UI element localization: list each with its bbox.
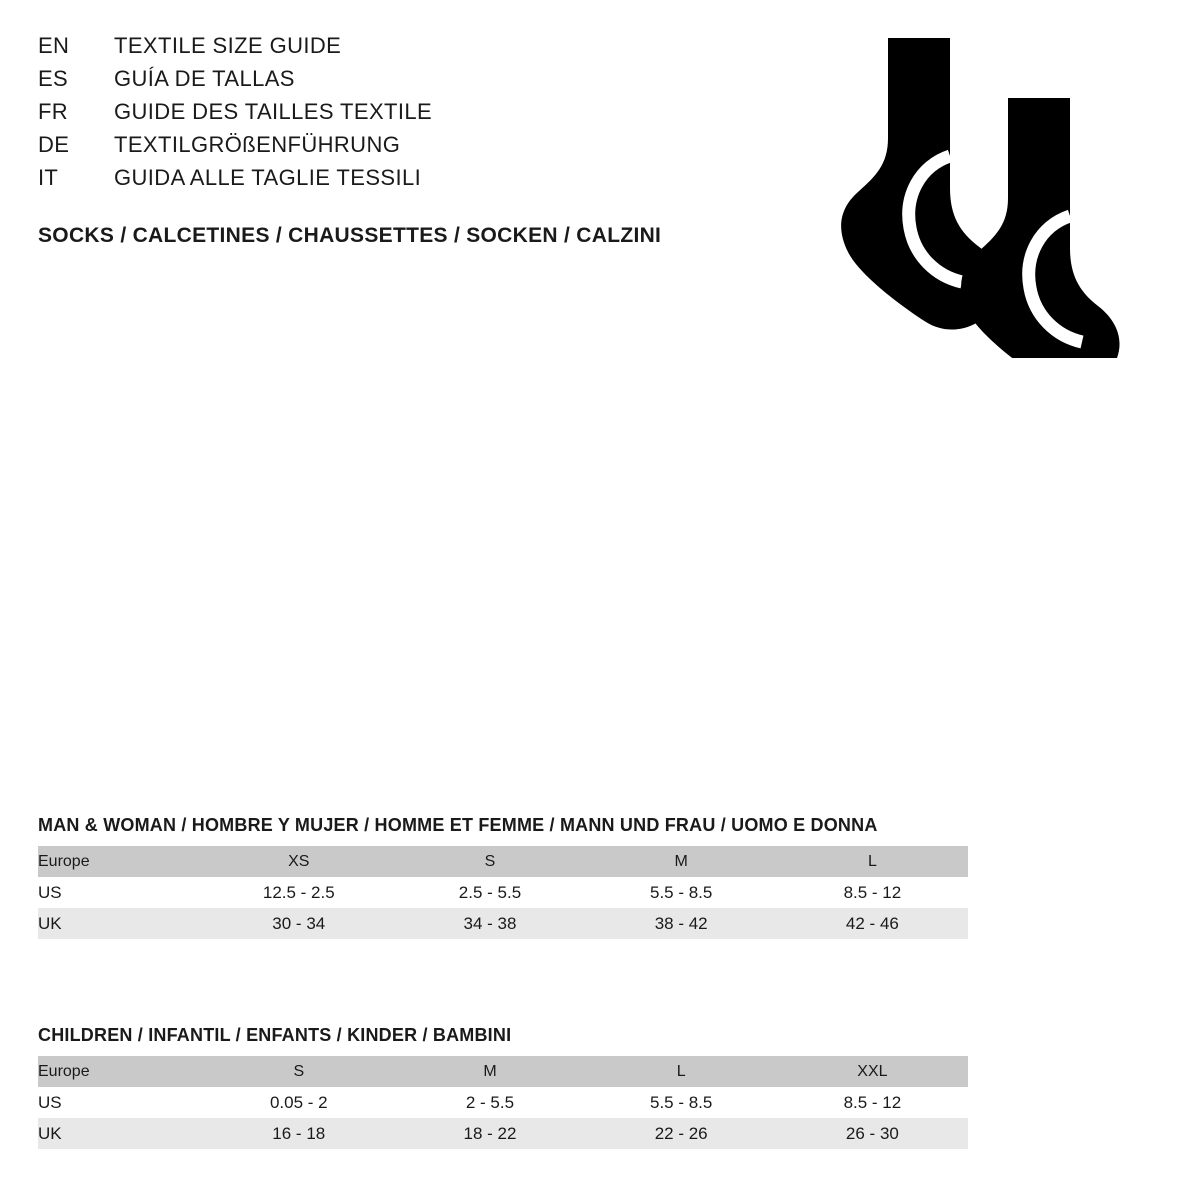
table-row [38,1087,968,1118]
cell-value: XS [203,846,394,877]
row-label: Europe [38,1056,203,1087]
cell-value: 26 - 30 [777,1118,968,1149]
row-label: UK [38,1118,203,1149]
table-row [38,846,968,877]
cell-value: 42 - 46 [777,908,968,939]
language-row [38,165,798,197]
language-code: DE [38,132,70,157]
cell-value: L [586,1056,777,1087]
language-label: GUIDE DES TAILLES TEXTILE [114,99,433,124]
language-code: FR [38,99,68,124]
children-section-title: CHILDREN / INFANTIL / ENFANTS / KINDER / BAMBINI [38,1025,512,1045]
cell-value: L [777,846,968,877]
cell-value: 22 - 26 [586,1118,777,1149]
cell-value: 8.5 - 12 [777,877,968,908]
adult-size-table [38,846,968,939]
language-label: GUÍA DE TALLAS [114,66,295,91]
table-row [38,877,968,908]
cell-value: 2.5 - 5.5 [394,877,585,908]
cell-value: M [394,1056,585,1087]
language-code: ES [38,66,68,91]
language-code: EN [38,33,70,58]
cell-value: 5.5 - 8.5 [586,877,777,908]
cell-value: 18 - 22 [394,1118,585,1149]
cell-value: 2 - 5.5 [394,1087,585,1118]
row-label: US [38,877,203,908]
cell-value: 5.5 - 8.5 [586,1087,777,1118]
adult-section-title: MAN & WOMAN / HOMBRE Y MUJER / HOMME ET FEMME / MANN UND FRAU / UOMO E DONNA [38,815,878,835]
language-code: IT [38,165,59,190]
cell-value: 12.5 - 2.5 [203,877,394,908]
language-label: TEXTILGRÖßENFÜHRUNG [114,132,401,157]
cell-value: 30 - 34 [203,908,394,939]
language-list [38,33,798,198]
table-row [38,908,968,939]
cell-value: S [394,846,585,877]
children-size-section [38,1025,968,1149]
children-size-table [38,1056,968,1149]
table-row [38,1118,968,1149]
row-label: Europe [38,846,203,877]
language-row [38,33,798,65]
adult-size-section [38,815,968,939]
language-row [38,99,798,131]
cell-value: 0.05 - 2 [203,1087,394,1118]
row-label: UK [38,908,203,939]
cell-value: 8.5 - 12 [777,1087,968,1118]
cell-value: 34 - 38 [394,908,585,939]
cell-value: S [203,1056,394,1087]
language-row [38,132,798,164]
cell-value: 16 - 18 [203,1118,394,1149]
row-label: US [38,1087,203,1118]
cell-value: XXL [777,1056,968,1087]
cell-value: M [586,846,777,877]
language-row [38,66,798,98]
language-label: TEXTILE SIZE GUIDE [114,33,342,58]
language-label: GUIDA ALLE TAGLIE TESSILI [114,165,422,190]
table-row [38,1056,968,1087]
cell-value: 38 - 42 [586,908,777,939]
product-category-title: SOCKS / CALCETINES / CHAUSSETTES / SOCKEN / CALZINI [38,224,662,247]
socks-pair-icon [800,28,1130,358]
